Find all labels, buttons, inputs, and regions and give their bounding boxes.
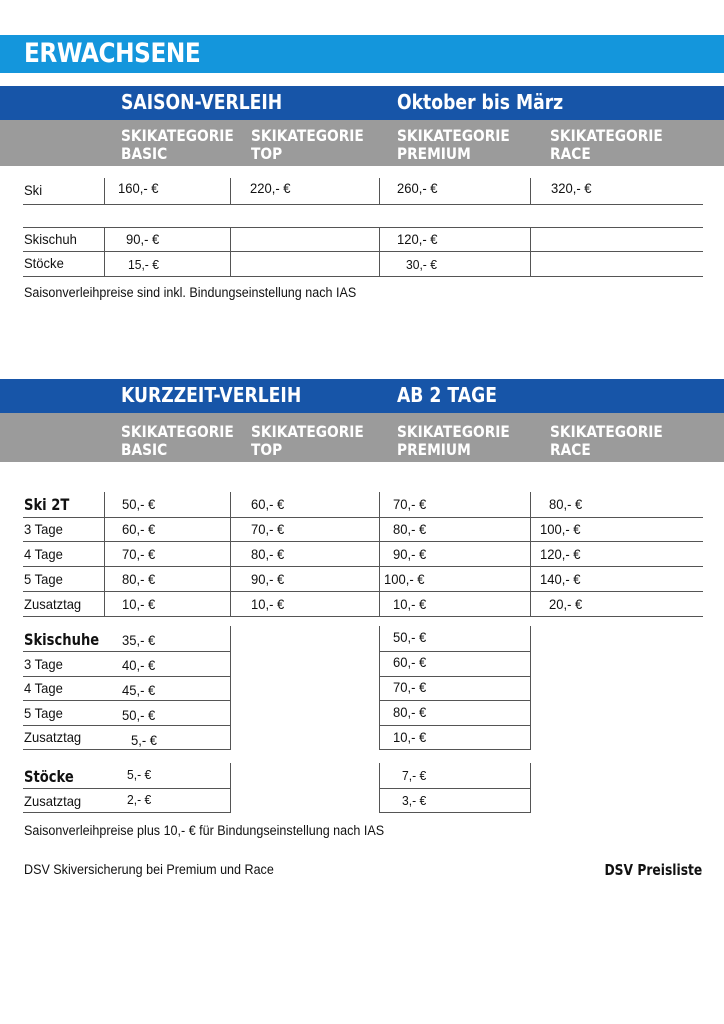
saison-heading: SAISON-VERLEIH <box>121 90 283 114</box>
grid-line <box>379 812 531 813</box>
price-top: 220,- € <box>250 180 291 196</box>
saison-category-bar <box>0 120 724 166</box>
price-race: 20,- € <box>549 596 583 612</box>
price-premium: 100,- € <box>384 571 425 587</box>
saison-category-premium: SKIKATEGORIE PREMIUM <box>397 126 510 163</box>
price-basic: 15,- € <box>128 257 159 272</box>
saison-header-bar <box>0 86 724 120</box>
row-label: 4 Tage <box>24 680 63 696</box>
price-premium: 120,- € <box>397 231 438 247</box>
row-label: 5 Tage <box>24 571 63 587</box>
price-top: 10,- € <box>251 596 285 612</box>
price-basic: 160,- € <box>118 180 159 196</box>
price-race: 120,- € <box>540 546 581 562</box>
price-premium: 50,- € <box>393 629 427 645</box>
grid-line <box>23 700 231 701</box>
page-title: ERWACHSENE <box>24 38 201 69</box>
grid-line <box>23 788 231 789</box>
kurz-period: AB 2 TAGE <box>397 383 497 407</box>
brand-label: DSV Preisliste <box>604 861 702 879</box>
grid-line <box>530 626 531 750</box>
row-label: Stöcke <box>24 255 64 271</box>
price-race: 140,- € <box>540 571 581 587</box>
grid-line <box>23 227 703 228</box>
grid-line <box>530 492 531 616</box>
grid-line <box>23 651 231 652</box>
price-basic: 35,- € <box>122 632 156 648</box>
grid-line <box>23 676 231 677</box>
saison-category-race: SKIKATEGORIE RACE <box>550 126 663 163</box>
row-label: 3 Tage <box>24 521 63 537</box>
row-label: 3 Tage <box>24 656 63 672</box>
price-top: 70,- € <box>251 521 285 537</box>
kurz-category-basic: SKIKATEGORIE BASIC <box>121 422 234 459</box>
row-label: Skischuh <box>24 231 77 247</box>
grid-line <box>23 591 703 592</box>
kurz-note: Saisonverleihpreise plus 10,- € für Bindungseinstellung nach IAS <box>24 823 385 838</box>
price-basic: 10,- € <box>122 596 156 612</box>
grid-line <box>104 178 105 204</box>
price-basic: 5,- € <box>131 732 158 748</box>
price-basic: 50,- € <box>122 707 156 723</box>
kurz-heading: KURZZEIT-VERLEIH <box>121 383 302 407</box>
price-race: 100,- € <box>540 521 581 537</box>
insurance-note: DSV Skiversicherung bei Premium und Race <box>24 862 274 877</box>
price-premium: 70,- € <box>393 496 427 512</box>
grid-line <box>23 812 231 813</box>
grid-line <box>23 204 703 205</box>
price-basic: 60,- € <box>122 521 156 537</box>
grid-line <box>23 541 703 542</box>
kurz-category-race: SKIKATEGORIE RACE <box>550 422 663 459</box>
price-premium: 10,- € <box>393 596 427 612</box>
grid-line <box>23 566 703 567</box>
grid-line <box>23 251 703 252</box>
price-premium: 10,- € <box>393 729 427 745</box>
grid-line <box>23 725 231 726</box>
price-basic: 40,- € <box>122 657 156 673</box>
row-label: Zusatztag <box>24 793 82 809</box>
row-label: Ski 2T <box>24 495 70 514</box>
row-label: 4 Tage <box>24 546 63 562</box>
price-race: 320,- € <box>551 180 592 196</box>
grid-line <box>379 676 531 677</box>
price-premium: 90,- € <box>393 546 427 562</box>
kurz-category-top: SKIKATEGORIE TOP <box>251 422 364 459</box>
grid-line <box>379 700 531 701</box>
price-basic: 2,- € <box>127 792 152 807</box>
grid-line <box>379 725 531 726</box>
price-premium: 60,- € <box>393 654 427 670</box>
price-basic: 90,- € <box>126 231 160 247</box>
price-basic: 80,- € <box>122 571 156 587</box>
kurz-category-premium: SKIKATEGORIE PREMIUM <box>397 422 510 459</box>
grid-line <box>379 651 531 652</box>
grid-line <box>379 788 531 789</box>
grid-line <box>23 616 703 617</box>
price-premium: 3,- € <box>402 793 427 808</box>
grid-line <box>230 626 231 750</box>
price-premium: 30,- € <box>406 257 437 272</box>
grid-line <box>379 178 380 204</box>
saison-category-basic: SKIKATEGORIE BASIC <box>121 126 234 163</box>
price-race: 80,- € <box>549 496 583 512</box>
price-premium: 7,- € <box>402 768 427 783</box>
saison-category-top: SKIKATEGORIE TOP <box>251 126 364 163</box>
title-bar <box>0 35 724 73</box>
price-premium: 80,- € <box>393 704 427 720</box>
saison-period: Oktober bis März <box>397 90 564 114</box>
kurz-category-bar <box>0 413 724 462</box>
price-top: 60,- € <box>251 496 285 512</box>
grid-line <box>379 749 531 750</box>
row-label: Zusatztag <box>24 729 82 745</box>
price-premium: 70,- € <box>393 679 427 695</box>
price-basic: 45,- € <box>122 682 156 698</box>
row-label: Zusatztag <box>24 596 82 612</box>
grid-line <box>230 178 231 204</box>
grid-line <box>23 517 703 518</box>
price-premium: 260,- € <box>397 180 438 196</box>
grid-line <box>104 492 105 616</box>
price-premium: 80,- € <box>393 521 427 537</box>
grid-line <box>230 492 231 616</box>
grid-line <box>23 276 703 277</box>
row-label: 5 Tage <box>24 705 63 721</box>
price-top: 80,- € <box>251 546 285 562</box>
row-label: Stöcke <box>24 767 74 786</box>
grid-line <box>379 492 380 616</box>
row-label: Skischuhe <box>24 630 100 649</box>
price-top: 90,- € <box>251 571 285 587</box>
kurz-header-bar <box>0 379 724 413</box>
price-basic: 70,- € <box>122 546 156 562</box>
grid-line <box>530 178 531 204</box>
price-basic: 5,- € <box>127 767 152 782</box>
price-basic: 50,- € <box>122 496 156 512</box>
row-label: Ski <box>24 182 43 198</box>
saison-note: Saisonverleihpreise sind inkl. Bindungseinstellung nach IAS <box>24 285 357 300</box>
grid-line <box>23 749 231 750</box>
grid-line <box>379 626 380 750</box>
